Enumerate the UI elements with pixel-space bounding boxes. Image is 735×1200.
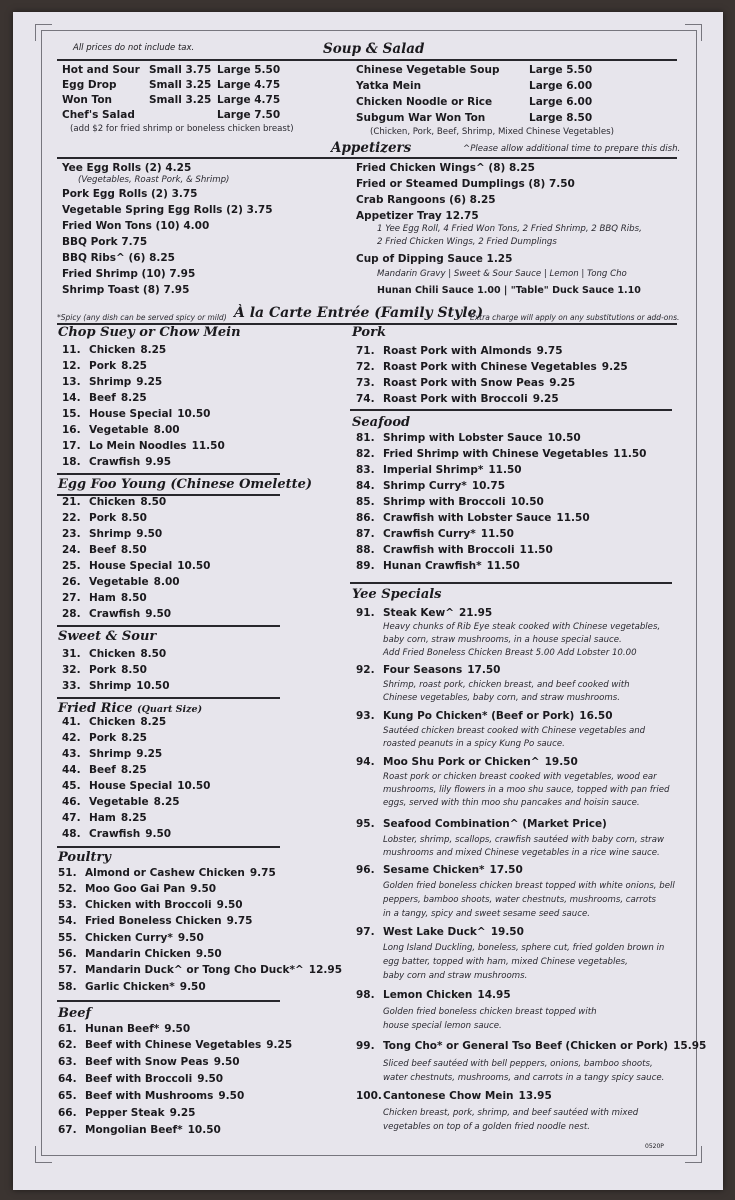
menu-item: 97. West Lake Duck^ 19.50 bbox=[356, 926, 524, 938]
item-desc: baby corn and straw mushrooms. bbox=[383, 971, 528, 981]
size-price: Large 8.50 bbox=[529, 112, 593, 124]
item-desc: Heavy chunks of Rib Eye steak cooked with Chinese vegetables, bbox=[383, 622, 661, 632]
menu-item: 91. Steak Kew^ 21.95 bbox=[356, 607, 493, 619]
menu-item: 56. Mandarin Chicken 9.50 bbox=[58, 948, 222, 960]
menu-item: Hot and Sour bbox=[62, 64, 140, 76]
divider bbox=[57, 59, 677, 61]
item-note: Mandarin Gravy | Sweet & Sour Sauce | Lemon | Tong Cho bbox=[377, 269, 627, 279]
menu-item: Fried Chicken Wings^ (8) 8.25 bbox=[356, 162, 535, 174]
menu-item: 24. Beef 8.50 bbox=[62, 544, 147, 556]
menu-item: Fried Shrimp (10) 7.95 bbox=[62, 268, 196, 280]
appetizers-title: Appetizers bbox=[331, 140, 412, 156]
menu-item: 45. House Special 10.50 bbox=[62, 780, 211, 792]
menu-item: 55. Chicken Curry* 9.50 bbox=[58, 932, 204, 944]
seafood-title: Seafood bbox=[352, 415, 411, 430]
menu-item: 18. Crawfish 9.95 bbox=[62, 456, 172, 468]
menu-item: Chef's Salad bbox=[62, 109, 135, 121]
menu-item: 26. Vegetable 8.00 bbox=[62, 576, 180, 588]
menu-item: 64. Beef with Broccoli 9.50 bbox=[58, 1073, 224, 1085]
menu-item: 11. Chicken 8.25 bbox=[62, 344, 167, 356]
menu-item: 27. Ham 8.50 bbox=[62, 592, 147, 604]
menu-item: 92. Four Seasons 17.50 bbox=[356, 664, 501, 676]
size-price: Small 3.25 bbox=[149, 79, 212, 91]
menu-item: 62. Beef with Chinese Vegetables 9.25 bbox=[58, 1039, 293, 1051]
menu-item: Crab Rangoons (6) 8.25 bbox=[356, 194, 496, 206]
extra-charge-note: Extra charge will apply on any substitutions or add-ons. bbox=[470, 313, 680, 322]
size-price: Large 5.50 bbox=[217, 64, 281, 76]
menu-item: 42. Pork 8.25 bbox=[62, 732, 147, 744]
menu-item: 54. Fried Boneless Chicken 9.75 bbox=[58, 915, 253, 927]
size-price: Large 4.75 bbox=[217, 94, 281, 106]
menu-item: 65. Beef with Mushrooms 9.50 bbox=[58, 1090, 245, 1102]
menu-item: 52. Moo Goo Gai Pan 9.50 bbox=[58, 883, 217, 895]
menu-item: 51. Almond or Cashew Chicken 9.75 bbox=[58, 867, 276, 879]
menu-item: 61. Hunan Beef* 9.50 bbox=[58, 1023, 191, 1035]
menu-item: 93. Kung Po Chicken* (Beef or Pork) 16.50 bbox=[356, 710, 613, 722]
menu-item: 87. Crawfish Curry* 11.50 bbox=[356, 528, 514, 540]
item-desc: mushrooms and mixed Chinese vegetables in a rice wine sauce. bbox=[383, 848, 660, 858]
menu-item: 66. Pepper Steak 9.25 bbox=[58, 1107, 196, 1119]
menu-item: 16. Vegetable 8.00 bbox=[62, 424, 180, 436]
menu-item: Chicken Noodle or Rice bbox=[356, 96, 493, 108]
menu-item: 81. Shrimp with Lobster Sauce 10.50 bbox=[356, 432, 581, 444]
menu-item: Vegetable Spring Egg Rolls (2) 3.75 bbox=[62, 204, 273, 216]
item-desc: vegetables on top of a golden fried noodle nest. bbox=[383, 1122, 590, 1132]
item-note: (add $2 for fried shrimp or boneless chicken breast) bbox=[70, 124, 294, 134]
item-desc: house special lemon sauce. bbox=[383, 1021, 502, 1031]
menu-item: 89. Hunan Crawfish* 11.50 bbox=[356, 560, 520, 572]
menu-item: 88. Crawfish with Broccoli 11.50 bbox=[356, 544, 553, 556]
menu-item: 25. House Special 10.50 bbox=[62, 560, 211, 572]
item-desc: eggs, served with thin moo shu pancakes and hoisin sauce. bbox=[383, 798, 640, 808]
menu-item: 73. Roast Pork with Snow Peas 9.25 bbox=[356, 377, 576, 389]
item-desc: Sautéed chicken breast cooked with Chinese vegetables and bbox=[383, 726, 646, 736]
menu-item: Hunan Chili Sauce 1.00 | "Table" Duck Sauce 1.10 bbox=[377, 285, 641, 296]
print-code: 0520P bbox=[645, 1143, 664, 1150]
menu-item: Shrimp Toast (8) 7.95 bbox=[62, 284, 190, 296]
size-price: Large 6.00 bbox=[529, 96, 593, 108]
pork-title: Pork bbox=[352, 325, 386, 340]
menu-item: BBQ Pork 7.75 bbox=[62, 236, 148, 248]
menu-item: Fried Won Tons (10) 4.00 bbox=[62, 220, 210, 232]
corner-ornament bbox=[685, 24, 702, 41]
menu-item: Appetizer Tray 12.75 bbox=[356, 210, 479, 222]
menu-item: 41. Chicken 8.25 bbox=[62, 716, 167, 728]
menu-item: 84. Shrimp Curry* 10.75 bbox=[356, 480, 506, 492]
item-desc: in a tangy, spicy and sweet sesame seed sauce. bbox=[383, 909, 590, 919]
menu-item: Yee Egg Rolls (2) 4.25 bbox=[62, 162, 192, 174]
item-desc: peppers, bamboo shoots, water chestnuts, mushrooms, carrots bbox=[383, 895, 656, 905]
menu-item: 48. Crawfish 9.50 bbox=[62, 828, 172, 840]
item-desc: water chestnuts, mushrooms, and carrots in a tangy spicy sauce. bbox=[383, 1073, 665, 1083]
item-desc: Sliced beef sautéed with bell peppers, onions, bamboo shoots, bbox=[383, 1059, 653, 1069]
menu-item: 95. Seafood Combination^ (Market Price) bbox=[356, 818, 607, 830]
egg-foo-title: Egg Foo Young (Chinese Omelette) bbox=[58, 477, 313, 492]
menu-item: Pork Egg Rolls (2) 3.75 bbox=[62, 188, 198, 200]
divider bbox=[350, 409, 672, 411]
divider bbox=[57, 157, 677, 159]
size-price: Large 6.00 bbox=[529, 80, 593, 92]
item-note: 2 Fried Chicken Wings, 2 Fried Dumplings bbox=[377, 237, 557, 247]
menu-item: 85. Shrimp with Broccoli 10.50 bbox=[356, 496, 544, 508]
menu-item: 53. Chicken with Broccoli 9.50 bbox=[58, 899, 243, 911]
menu-item: 100.Cantonese Chow Mein 13.95 bbox=[356, 1090, 552, 1102]
menu-item: 13. Shrimp 9.25 bbox=[62, 376, 163, 388]
alacarte-title: À la Carte Entrée (Family Style) bbox=[234, 305, 484, 321]
item-desc: Lobster, shrimp, scallops, crawfish sautéed with baby corn, straw bbox=[383, 835, 665, 845]
item-desc: Chinese vegetables, baby corn, and straw mushrooms. bbox=[383, 693, 620, 703]
menu-item: 57. Mandarin Duck^ or Tong Cho Duck*^ 12.95 bbox=[58, 964, 343, 976]
corner-ornament bbox=[35, 24, 52, 41]
divider bbox=[57, 625, 280, 627]
item-desc: Roast pork or chicken breast cooked with vegetables, wood ear bbox=[383, 772, 657, 782]
menu-item: 32. Pork 8.50 bbox=[62, 664, 147, 676]
item-desc: baby corn, straw mushrooms, in a house special sauce. bbox=[383, 635, 622, 645]
prep-time-note: ^Please allow additional time to prepare this dish. bbox=[463, 144, 681, 154]
menu-item: 17. Lo Mein Noodles 11.50 bbox=[62, 440, 225, 452]
divider bbox=[350, 582, 672, 584]
size-price: Large 7.50 bbox=[217, 109, 281, 121]
item-desc: mushrooms, lily flowers in a moo shu sauce, topped with pan fried bbox=[383, 785, 670, 795]
menu-item: 43. Shrimp 9.25 bbox=[62, 748, 163, 760]
menu-item: 21. Chicken 8.50 bbox=[62, 496, 167, 508]
item-note: 1 Yee Egg Roll, 4 Fried Won Tons, 2 Fried Shrimp, 2 BBQ Ribs, bbox=[377, 224, 642, 234]
menu-item: 72. Roast Pork with Chinese Vegetables 9.25 bbox=[356, 361, 628, 373]
menu-item: 96. Sesame Chicken* 17.50 bbox=[356, 864, 523, 876]
corner-ornament bbox=[685, 1146, 702, 1163]
size-price: Small 3.25 bbox=[149, 94, 212, 106]
spicy-note: *Spicy (any dish can be served spicy or mild) bbox=[57, 313, 227, 322]
size-price: Large 4.75 bbox=[217, 79, 281, 91]
menu-item: 33. Shrimp 10.50 bbox=[62, 680, 170, 692]
item-desc: egg batter, topped with ham, mixed Chinese vegetables, bbox=[383, 957, 628, 967]
menu-item: 46. Vegetable 8.25 bbox=[62, 796, 180, 808]
item-desc: roasted peanuts in a spicy Kung Po sauce. bbox=[383, 739, 565, 749]
item-desc: Golden fried boneless chicken breast topped with white onions, bell bbox=[383, 881, 675, 891]
item-desc: Long Island Duckling, boneless, sphere cut, fried golden brown in bbox=[383, 943, 665, 953]
divider bbox=[57, 846, 280, 848]
menu-item: 14. Beef 8.25 bbox=[62, 392, 147, 404]
menu-item: Fried or Steamed Dumplings (8) 7.50 bbox=[356, 178, 575, 190]
item-note: (Vegetables, Roast Pork, & Shrimp) bbox=[78, 175, 230, 185]
menu-item: 22. Pork 8.50 bbox=[62, 512, 147, 524]
menu-item: 94. Moo Shu Pork or Chicken^ 19.50 bbox=[356, 756, 578, 768]
sweet-sour-title: Sweet & Sour bbox=[58, 629, 157, 644]
poultry-title: Poultry bbox=[58, 850, 111, 865]
item-note: (Chicken, Pork, Beef, Shrimp, Mixed Chinese Vegetables) bbox=[370, 127, 614, 137]
menu-item: 44. Beef 8.25 bbox=[62, 764, 147, 776]
beef-title: Beef bbox=[58, 1006, 92, 1021]
menu-item: Chinese Vegetable Soup bbox=[356, 64, 500, 76]
soup-salad-title: Soup & Salad bbox=[323, 41, 425, 57]
divider bbox=[57, 1000, 280, 1002]
item-desc: Shrimp, roast pork, chicken breast, and beef cooked with bbox=[383, 680, 630, 690]
divider bbox=[57, 473, 280, 475]
divider bbox=[57, 697, 280, 699]
menu-item: 47. Ham 8.25 bbox=[62, 812, 147, 824]
item-desc: Chicken breast, pork, shrimp, and beef sautéed with mixed bbox=[383, 1108, 639, 1118]
menu-item: 83. Imperial Shrimp* 11.50 bbox=[356, 464, 522, 476]
menu-item: 82. Fried Shrimp with Chinese Vegetables 11.50 bbox=[356, 448, 647, 460]
item-desc: Golden fried boneless chicken breast topped with bbox=[383, 1007, 597, 1017]
menu-item: 58. Garlic Chicken* 9.50 bbox=[58, 981, 206, 993]
menu-item: 98. Lemon Chicken 14.95 bbox=[356, 989, 511, 1001]
menu-item: 28. Crawfish 9.50 bbox=[62, 608, 172, 620]
size-price: Large 5.50 bbox=[529, 64, 593, 76]
menu-item: 15. House Special 10.50 bbox=[62, 408, 211, 420]
menu-item: Egg Drop bbox=[62, 79, 117, 91]
item-desc: Add Fried Boneless Chicken Breast 5.00 Add Lobster 10.00 bbox=[383, 648, 637, 658]
menu-item: 31. Chicken 8.50 bbox=[62, 648, 167, 660]
menu-item: Won Ton bbox=[62, 94, 113, 106]
menu-item: Yatka Mein bbox=[356, 80, 422, 92]
chop-suey-title: Chop Suey or Chow Mein bbox=[58, 325, 241, 340]
yee-specials-title: Yee Specials bbox=[352, 587, 442, 602]
corner-ornament bbox=[35, 1146, 52, 1163]
menu-item: 71. Roast Pork with Almonds 9.75 bbox=[356, 345, 563, 357]
menu-item: 74. Roast Pork with Broccoli 9.25 bbox=[356, 393, 559, 405]
menu-item: 86. Crawfish with Lobster Sauce 11.50 bbox=[356, 512, 590, 524]
menu-item: 99. Tong Cho* or General Tso Beef (Chicken or Pork) 15.95 bbox=[356, 1040, 707, 1052]
menu-item: 12. Pork 8.25 bbox=[62, 360, 147, 372]
menu-item: BBQ Ribs^ (6) 8.25 bbox=[62, 252, 175, 264]
tax-note: All prices do not include tax. bbox=[73, 43, 195, 53]
size-price: Small 3.75 bbox=[149, 64, 212, 76]
menu-item: Subgum War Won Ton bbox=[356, 112, 486, 124]
menu-item: 63. Beef with Snow Peas 9.50 bbox=[58, 1056, 240, 1068]
menu-item: 67. Mongolian Beef* 10.50 bbox=[58, 1124, 221, 1136]
menu-item: 23. Shrimp 9.50 bbox=[62, 528, 163, 540]
menu-item: Cup of Dipping Sauce 1.25 bbox=[356, 253, 513, 265]
fried-rice-title: Fried Rice (Quart Size) bbox=[58, 701, 203, 716]
